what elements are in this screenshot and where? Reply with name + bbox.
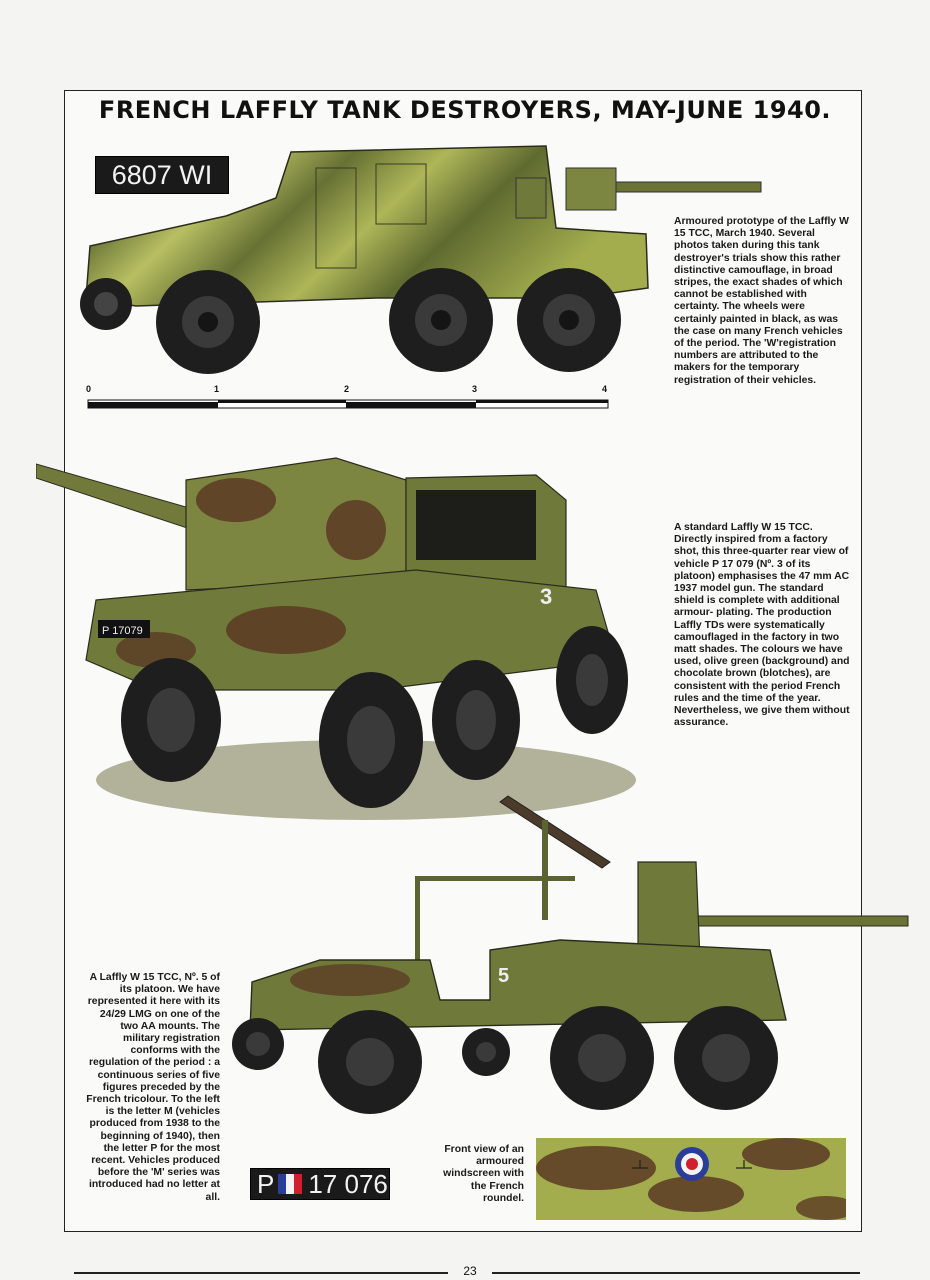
wheel [550, 1006, 654, 1110]
standard-rear-illustration [36, 420, 636, 840]
wheel [121, 658, 221, 782]
scale-tick-label: 3 [472, 384, 478, 394]
tricolour-flag-icon [278, 1174, 302, 1194]
footer-rule-right [492, 1272, 860, 1274]
lmg [500, 796, 610, 868]
no5-side-illustration [230, 790, 910, 1120]
gun-barrel [690, 916, 908, 926]
wheel [462, 1028, 510, 1076]
scale-tick-label: 0 [86, 384, 92, 394]
wheel [517, 268, 621, 372]
footer-rule-left [74, 1272, 448, 1274]
scale-tick-label: 4 [602, 384, 608, 394]
french-roundel-icon [675, 1147, 709, 1181]
vehicle-number-3: 3 [540, 584, 553, 609]
wheel [156, 270, 260, 374]
plate-number: 17 076 [308, 1168, 388, 1199]
scale-tick-label: 1 [214, 384, 220, 394]
wheel [432, 660, 520, 780]
registration-plate-rear: P 17079 [102, 625, 143, 637]
gun-barrel [596, 182, 761, 192]
registration-plate-top: 6807 WI [95, 156, 229, 194]
scale-tick-label: 2 [344, 384, 350, 394]
caption-front-view: Front view of an armoured windscreen with the French roundel. [443, 1144, 524, 1204]
page-title: FRENCH LAFFLY TANK DESTROYERS, MAY-JUNE 1940. [98, 96, 832, 124]
wheel [674, 1006, 778, 1110]
wheel [389, 268, 493, 372]
wheel [318, 1010, 422, 1114]
wheel [319, 672, 423, 808]
plate-prefix: P [257, 1168, 275, 1199]
registration-plate-bottom [250, 1168, 390, 1200]
caption-prototype: Armoured prototype of the Laffly W 15 TCC, March 1940. Several photos taken during this tank destroyer's trials show this rather distinctive camouflage, in broad stripes, the exact shades of which cannot be established with certainty. The wheels were certainly painted in black, as was the case on many French vehicles of the period. The 'W'registration numbers are attributed to the makers for the temporary registration of their vehicles. [674, 216, 849, 386]
scale-bar [86, 384, 610, 414]
wheel [80, 278, 132, 330]
caption-standard: A standard Laffly W 15 TCC. Directly inspired from a factory shot, this three-quarter rear view of vehicle P 17 079 (Nº. 3 of its platoon) emphasises the 47 mm AC 1937 model gun. The standard shield is complete with additional armour- plating. The production Laffly TDs were systematically camouflaged in the factory in two matt shades. The colours we have used, olive green (background) and chocolate brown (blotches), are consistent with the period French rules and the time of the year. Nevertheless, we give them without assurance. [674, 522, 850, 729]
wheel [556, 626, 628, 734]
vehicle-number-5: 5 [498, 965, 510, 987]
prototype-side-illustration [76, 138, 766, 383]
page-number: 23 [463, 1264, 477, 1278]
wheel [232, 1018, 284, 1070]
windscreen-front-illustration [536, 1138, 846, 1220]
caption-no5: A Laffly W 15 TCC, Nº. 5 of its platoon. We have represented it here with its 24/29 LMG on one of the two AA mounts. The military registration conforms with the regulation of the period : a continuous series of five figures preceded by the French tricolour. To the left is the letter M (vehicles produced from 1938 to the beginning of 1940), then the letter P for the most recent. Vehicles produced before the 'M' series was introduced had no letter at all. [86, 972, 220, 1203]
